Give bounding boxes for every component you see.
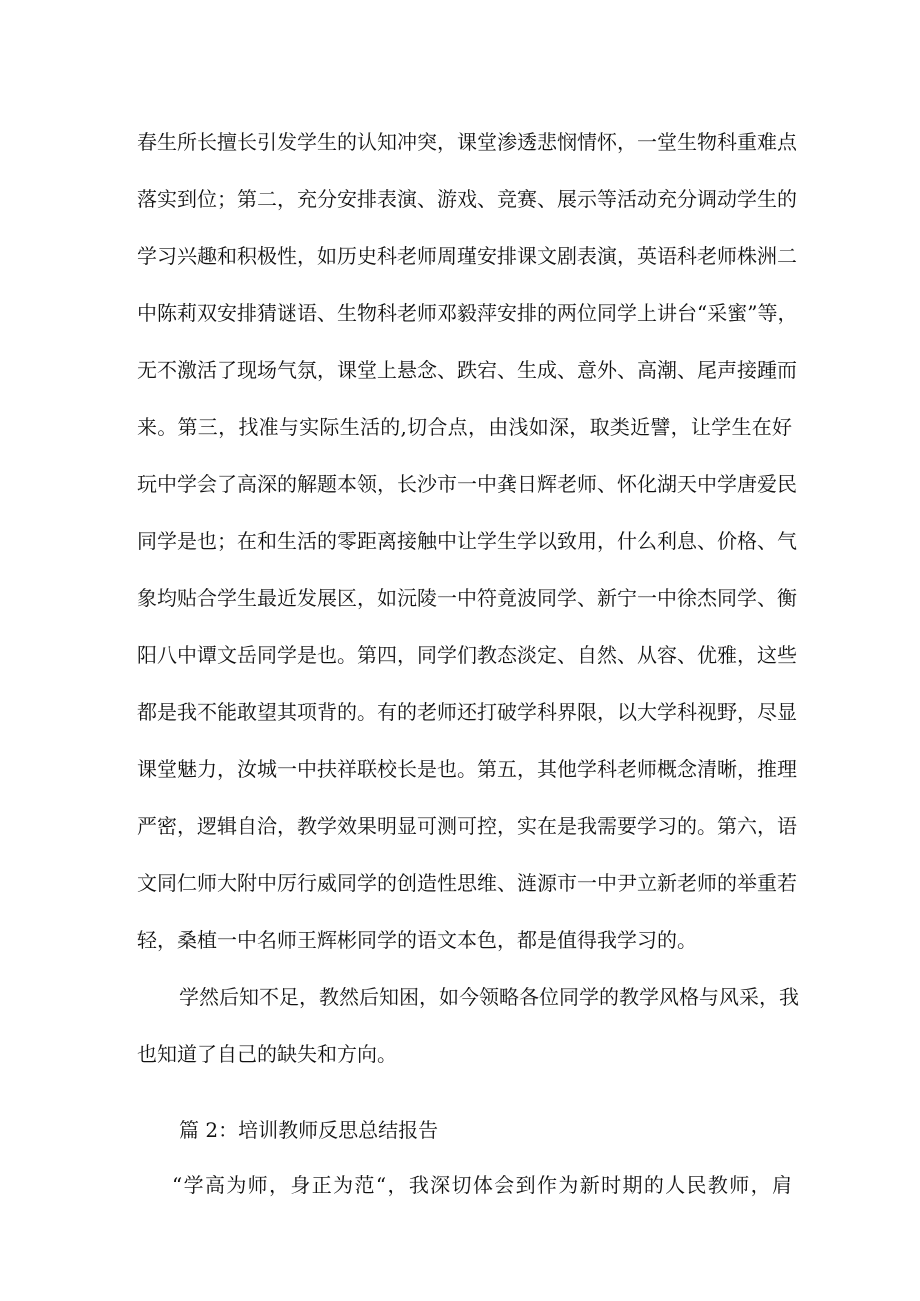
paragraph-1-line-5: 无不激活了现场气氛，课堂上悬念、跌宕、生成、意外、高潮、尾声接踵而 [137,358,797,382]
paragraph-3-line-1: “学高为师，身正为范“，我深切体会到作为新时期的人民教师，肩 [172,1173,792,1197]
paragraph-2-line-2: 也知道了自己的缺失和方向。 [137,1042,397,1066]
paragraph-1-line-10: 阳八中谭文岳同学是也。第四，同学们教态淡定、自然、从容、优雅，这些 [137,643,797,667]
paragraph-1-line-7: 玩中学会了高深的解题本领，长沙市一中龚日辉老师、怀化湖天中学唐爱民 [137,472,797,496]
paragraph-1-line-13: 严密，逻辑自洽，教学效果明显可测可控，实在是我需要学习的。第六，语 [137,814,797,838]
section-heading: 篇 2：培训教师反思总结报告 [179,1118,439,1142]
paragraph-1-line-12: 课堂魅力，汝城一中扶祥联校长是也。第五，其他学科老师概念清晰，推理 [137,757,797,781]
paragraph-1-line-9: 象均贴合学生最近发展区，如沅陵一中符竟波同学、新宁一中徐杰同学、衡 [137,586,797,610]
paragraph-1-line-8: 同学是也；在和生活的零距离接触中让学生学以致用，什么利息、价格、气 [137,529,797,553]
paragraph-1-line-14: 文同仁师大附中厉行威同学的创造性思维、涟源市一中尹立新老师的举重若 [137,871,797,895]
paragraph-1-line-4: 中陈莉双安排猜谜语、生物科老师邓毅萍安排的两位同学上讲台“采蜜”等， [137,301,798,325]
paragraph-1-line-6: 来。第三，找准与实际生活的,切合点，由浅如深，取类近譬，让学生在好 [137,415,792,439]
paragraph-1-line-11: 都是我不能敢望其项背的。有的老师还打破学科界限，以大学科视野，尽显 [137,700,797,724]
paragraph-2-line-1: 学然后知不足，教然后知困，如今领略各位同学的教学风格与风采，我 [179,985,799,1009]
paragraph-1-line-3: 学习兴趣和积极性，如历史科老师周瑾安排课文剧表演，英语科老师株洲二 [137,244,797,268]
paragraph-1-line-15: 轻，桑植一中名师王辉彬同学的语文本色，都是值得我学习的。 [137,928,697,952]
paragraph-1-line-2: 落实到位；第二，充分安排表演、游戏、竞赛、展示等活动充分调动学生的 [137,187,797,211]
paragraph-1-line-1: 春生所长擅长引发学生的认知冲突，课堂渗透悲悯情怀，一堂生物科重难点 [137,130,797,154]
